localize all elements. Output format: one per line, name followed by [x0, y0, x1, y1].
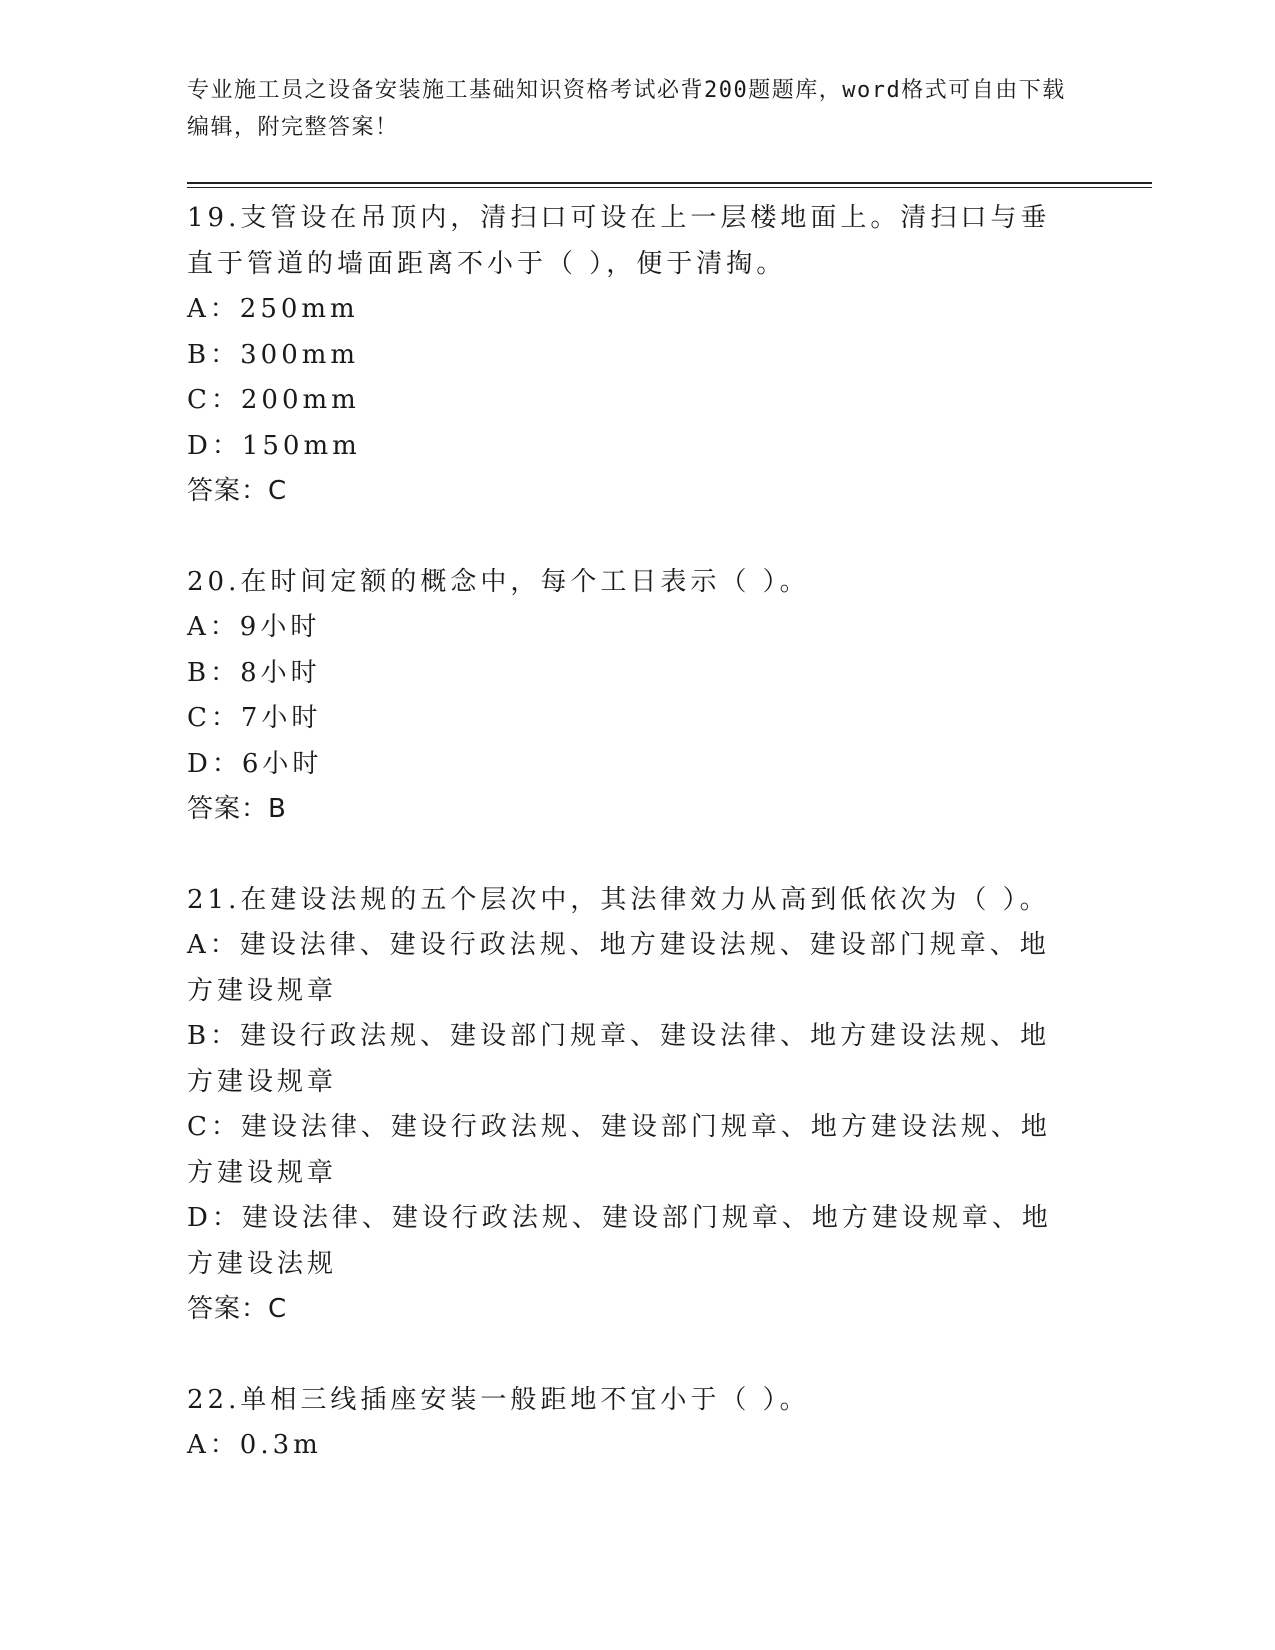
- question-stem: 21.在建设法规的五个层次中，其法律效力从高到低依次为（ ）。: [187, 884, 1050, 915]
- document-header: 专业施工员之设备安装施工基础知识资格考试必背200题题库，word格式可自由下载编辑，附完整答案！: [187, 78, 1066, 140]
- question-22: [187, 1378, 1152, 1469]
- option-a: A：9小时: [187, 612, 321, 642]
- option-a: A：250mm: [187, 294, 359, 324]
- document-page: [187, 72, 1152, 1469]
- option-c: C：7小时: [187, 703, 322, 733]
- answer: 答案：C: [187, 476, 288, 506]
- spacer: [187, 515, 1152, 560]
- option-b: B：8小时: [187, 657, 321, 688]
- question-stem: 19.支管设在吊顶内，清扫口可设在上一层楼地面上。清扫口与垂直于管道的墙面距离不小于（ ），便于清掏。: [187, 203, 1051, 279]
- option-c: C：建设法律、建设行政法规、建设部门规章、地方建设法规、地方建设规章: [187, 1112, 1051, 1188]
- option-d: D：建设法律、建设行政法规、建设部门规章、地方建设规章、地方建设法规: [187, 1203, 1052, 1279]
- option-c: C：200mm: [187, 385, 360, 415]
- option-d: D：6小时: [187, 748, 323, 779]
- option-b: B：300mm: [187, 339, 360, 370]
- question-20: [187, 560, 1152, 833]
- answer: 答案：C: [187, 1294, 288, 1324]
- spacer: [187, 833, 1152, 878]
- question-stem: 22.单相三线插座安装一般距地不宜小于（ ）。: [187, 1384, 810, 1415]
- question-stem: 20.在时间定额的概念中，每个工日表示（ ）。: [187, 566, 810, 597]
- question-21: [187, 878, 1152, 1333]
- option-a: A：建设法律、建设行政法规、地方建设法规、建设部门规章、地方建设规章: [187, 930, 1050, 1006]
- spacer: [187, 1333, 1152, 1378]
- option-b: B：建设行政法规、建设部门规章、建设法律、地方建设法规、地方建设规章: [187, 1021, 1051, 1097]
- option-a: A：0.3m: [187, 1430, 322, 1460]
- header-divider: [187, 182, 1152, 188]
- answer: 答案：B: [187, 794, 287, 824]
- question-19: [187, 196, 1152, 515]
- option-d: D：150mm: [187, 430, 361, 461]
